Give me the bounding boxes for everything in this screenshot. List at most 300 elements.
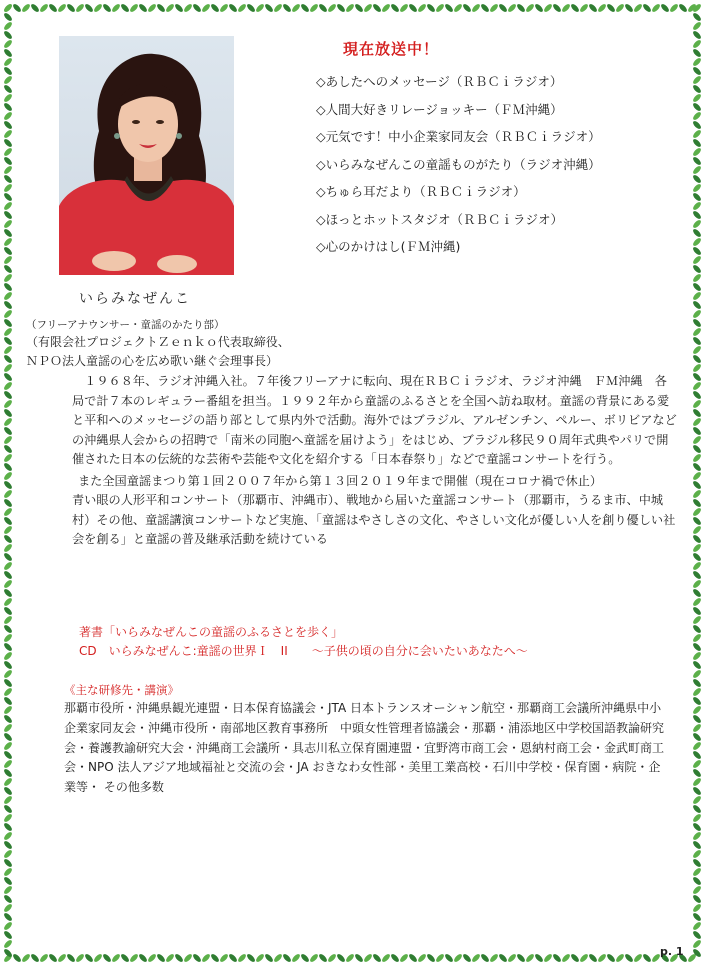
border-leaf	[692, 561, 702, 571]
border-leaf	[327, 953, 337, 963]
border-leaf	[21, 3, 31, 13]
border-leaf	[462, 953, 472, 963]
border-leaf	[327, 3, 337, 13]
border-leaf	[3, 489, 13, 499]
border-leaf	[3, 165, 13, 175]
border-leaf	[156, 3, 166, 13]
border-leaf	[692, 462, 702, 472]
border-leaf	[3, 813, 13, 823]
border-leaf	[3, 939, 13, 949]
border-leaf	[435, 3, 445, 13]
border-leaf	[692, 399, 702, 409]
border-leaf	[692, 813, 702, 823]
border-leaf	[489, 3, 499, 13]
border-leaf	[692, 408, 702, 418]
border-leaf	[3, 147, 13, 157]
border-leaf	[692, 327, 702, 337]
border-leaf	[692, 633, 702, 643]
border-leaf	[507, 3, 517, 13]
border-leaf	[3, 372, 13, 382]
border-leaf	[399, 953, 409, 963]
border-leaf	[543, 3, 553, 13]
border-leaf	[399, 3, 409, 13]
border-leaf	[692, 651, 702, 661]
border-leaf	[192, 3, 202, 13]
border-leaf	[3, 894, 13, 904]
border-leaf	[692, 741, 702, 751]
border-leaf	[237, 3, 247, 13]
border-leaf	[3, 192, 13, 202]
border-leaf	[264, 953, 274, 963]
border-leaf	[3, 705, 13, 715]
profile-photo	[59, 36, 234, 275]
border-leaf	[3, 255, 13, 265]
border-leaf	[3, 210, 13, 220]
border-leaf	[3, 273, 13, 283]
border-leaf	[692, 795, 702, 805]
border-leaf	[692, 831, 702, 841]
border-leaf	[138, 953, 148, 963]
border-leaf	[692, 885, 702, 895]
border-leaf	[633, 3, 643, 13]
border-leaf	[692, 876, 702, 886]
border-leaf	[498, 953, 508, 963]
border-leaf	[3, 831, 13, 841]
border-leaf	[3, 291, 13, 301]
border-leaf	[3, 786, 13, 796]
border-leaf	[692, 417, 702, 427]
border-leaf	[228, 953, 238, 963]
border-leaf	[597, 953, 607, 963]
company-line: ＮＰＯ法人童謡の心を広め歌い継ぐ会理事長）	[26, 354, 279, 368]
program-list	[316, 72, 601, 265]
border-leaf	[210, 3, 220, 13]
border-leaf	[692, 372, 702, 382]
border-leaf	[579, 3, 589, 13]
border-leaf	[692, 21, 702, 31]
border-leaf	[692, 588, 702, 598]
border-leaf	[692, 786, 702, 796]
border-leaf	[692, 453, 702, 463]
lectures-heading: 《主な研修先・講演》	[64, 683, 179, 697]
border-leaf	[3, 30, 13, 40]
border-leaf	[48, 953, 58, 963]
border-leaf	[3, 435, 13, 445]
border-leaf	[692, 147, 702, 157]
border-leaf	[692, 318, 702, 328]
border-leaf	[264, 3, 274, 13]
border-leaf	[692, 759, 702, 769]
border-leaf	[692, 30, 702, 40]
border-leaf	[692, 642, 702, 652]
border-leaf	[3, 480, 13, 490]
border-leaf	[3, 525, 13, 535]
program-item: ◇人間大好きリレージョッキー（ＦＭ沖縄）	[316, 101, 563, 117]
border-leaf	[300, 3, 310, 13]
border-leaf	[372, 953, 382, 963]
border-leaf	[624, 953, 634, 963]
border-leaf	[120, 953, 130, 963]
border-leaf	[692, 120, 702, 130]
border-leaf	[3, 246, 13, 256]
border-leaf	[692, 129, 702, 139]
border-leaf	[363, 3, 373, 13]
bio-paragraph: 青い眼の人形平和コンサート（那覇市、沖縄市）、戦地から届いた童謡コンサート（那覇市，うるま市、中城村）その他、童謡講演コンサートなど実施、「童謡はやさしさの文化、やさしい文化が優しい人を創り優しい社会を創る」と童謡の普及継承活動を続けている	[72, 493, 676, 546]
border-leaf	[692, 111, 702, 121]
border-leaf	[692, 624, 702, 634]
border-leaf	[3, 777, 13, 787]
border-leaf	[3, 642, 13, 652]
border-leaf	[3, 921, 13, 931]
border-leaf	[678, 3, 688, 13]
border-leaf	[3, 48, 13, 58]
border-leaf	[692, 336, 702, 346]
border-leaf	[417, 953, 427, 963]
border-leaf	[525, 3, 535, 13]
border-leaf	[435, 953, 445, 963]
border-leaf	[3, 345, 13, 355]
border-leaf	[3, 624, 13, 634]
bio-paragraph: また全国童謡まつり第１回２００７年から第１３回２０１９年まで開催（現在コロナ禍で休止）	[78, 473, 603, 488]
border-leaf	[692, 552, 702, 562]
border-leaf	[381, 953, 391, 963]
border-leaf	[692, 237, 702, 247]
border-leaf	[692, 435, 702, 445]
lectures-list: 那覇市役所・沖縄県観光連盟・日本保育協議会・JTA 日本トランスオーシャン航空・那覇商工会議所沖縄県中小企業家同友会・沖縄市役所・南部地区教育事務所 中頭女性管理者協議会・那覇・浦添地区中学校国語教論研究会・養護教諭研究大会・沖縄商工会議所・具志川私立保育園連盟・宜野湾市商工会・恩納村商工会・金武町商工会・NPO 法人アジア地域福祉と交流の会・JA おきなわ女性部・美里工業高校・石川中学校・保育園・病院・企業等・ その他多数	[64, 701, 665, 795]
border-leaf	[3, 426, 13, 436]
border-leaf	[692, 858, 702, 868]
border-leaf	[3, 66, 13, 76]
border-leaf	[3, 804, 13, 814]
border-leaf	[552, 953, 562, 963]
border-leaf	[3, 723, 13, 733]
bio-paragraph: １９６８年、ラジオ沖縄入社。７年後フリーアナに転向、現在ＲＢＣｉラジオ、ラジオ沖縄 ＦＭ沖縄 各局で計７本のレギュラー番組を担当。１９９２年から童謡のふるさとを全国へ訪ね取材。童謡の背景にある愛と平和へのメッセージの語り部として県内外で活動。海外ではブラジル、アルゼンチン、ペルー、ボリビアなどの沖縄県人会からの招聘で「南米の同胞へ童謡を届けよう」をはじめ、ブラジル移民９０周年式典やパリで開催された日本の伝統的な芸術や芸能や文化を紹介する「日本春祭り」などで童謡コンサートを行う。	[72, 374, 677, 466]
border-leaf	[3, 498, 13, 508]
border-leaf	[692, 489, 702, 499]
border-leaf	[3, 795, 13, 805]
border-leaf	[3, 363, 13, 373]
border-leaf	[692, 768, 702, 778]
border-leaf	[692, 219, 702, 229]
border-leaf	[692, 363, 702, 373]
border-leaf	[3, 75, 13, 85]
border-leaf	[3, 696, 13, 706]
border-leaf	[408, 3, 418, 13]
border-leaf	[3, 561, 13, 571]
border-leaf	[219, 953, 229, 963]
border-leaf	[3, 408, 13, 418]
border-leaf	[642, 3, 652, 13]
border-leaf	[692, 804, 702, 814]
border-leaf	[471, 3, 481, 13]
border-leaf	[692, 291, 702, 301]
border-leaf	[489, 953, 499, 963]
border-leaf	[692, 471, 702, 481]
border-leaf	[471, 953, 481, 963]
border-leaf	[692, 210, 702, 220]
border-leaf	[692, 174, 702, 184]
border-leaf	[147, 3, 157, 13]
profile-name: いらみなぜんこ	[79, 291, 191, 307]
border-leaf	[3, 885, 13, 895]
border-leaf	[3, 417, 13, 427]
border-leaf	[192, 953, 202, 963]
border-leaf	[692, 525, 702, 535]
border-leaf	[408, 953, 418, 963]
border-leaf	[174, 953, 184, 963]
border-leaf	[692, 390, 702, 400]
page-number: p. 1	[660, 945, 684, 958]
border-leaf	[3, 183, 13, 193]
border-leaf	[692, 570, 702, 580]
border-leaf	[692, 264, 702, 274]
border-leaf	[3, 336, 13, 346]
border-leaf	[3, 714, 13, 724]
border-leaf	[480, 3, 490, 13]
border-leaf	[692, 606, 702, 616]
border-leaf	[57, 3, 67, 13]
border-leaf	[3, 327, 13, 337]
border-leaf	[692, 228, 702, 238]
border-leaf	[354, 953, 364, 963]
border-leaf	[165, 953, 175, 963]
border-leaf	[111, 3, 121, 13]
border-leaf	[692, 156, 702, 166]
border-leaf	[3, 120, 13, 130]
border-leaf	[516, 953, 526, 963]
border-leaf	[444, 953, 454, 963]
border-leaf	[273, 953, 283, 963]
border-leaf	[692, 381, 702, 391]
border-leaf	[3, 687, 13, 697]
profile-subtitle: （フリーアナウンサー・童謡のかたり部）	[26, 319, 225, 331]
border-leaf	[3, 354, 13, 364]
border-leaf	[3, 867, 13, 877]
border-leaf	[692, 255, 702, 265]
border-leaf	[228, 3, 238, 13]
border-leaf	[210, 953, 220, 963]
company-line: （有限会社プロジェクトＺｅｎｋｏ代表取締役、	[26, 335, 290, 349]
book-title: 著書「いらみなぜんこの童謡のふるさとを歩く」	[79, 625, 344, 639]
border-leaf	[692, 615, 702, 625]
border-leaf	[3, 930, 13, 940]
border-leaf	[201, 953, 211, 963]
border-leaf	[692, 867, 702, 877]
border-leaf	[3, 822, 13, 832]
border-leaf	[692, 840, 702, 850]
border-leaf	[633, 953, 643, 963]
border-leaf	[692, 930, 702, 940]
border-leaf	[174, 3, 184, 13]
border-leaf	[3, 399, 13, 409]
border-leaf	[93, 3, 103, 13]
border-leaf	[561, 3, 571, 13]
border-leaf	[3, 264, 13, 274]
border-leaf	[255, 3, 265, 13]
border-leaf	[309, 3, 319, 13]
border-leaf	[102, 3, 112, 13]
border-leaf	[615, 953, 625, 963]
border-leaf	[3, 759, 13, 769]
border-leaf	[692, 282, 702, 292]
border-leaf	[3, 651, 13, 661]
border-leaf	[692, 444, 702, 454]
border-leaf	[3, 597, 13, 607]
border-leaf	[588, 3, 598, 13]
border-leaf	[3, 129, 13, 139]
border-leaf	[480, 953, 490, 963]
border-leaf	[3, 39, 13, 49]
border-leaf	[30, 3, 40, 13]
border-leaf	[642, 953, 652, 963]
border-leaf	[3, 201, 13, 211]
border-leaf	[21, 953, 31, 963]
border-leaf	[291, 953, 301, 963]
border-leaf	[102, 953, 112, 963]
border-leaf	[3, 219, 13, 229]
biography	[72, 372, 678, 550]
border-leaf	[3, 453, 13, 463]
border-leaf	[692, 777, 702, 787]
border-leaf	[453, 953, 463, 963]
border-leaf	[156, 953, 166, 963]
border-leaf	[3, 309, 13, 319]
border-leaf	[39, 3, 49, 13]
border-leaf	[282, 3, 292, 13]
border-leaf	[692, 534, 702, 544]
border-leaf	[183, 3, 193, 13]
border-leaf	[75, 953, 85, 963]
border-leaf	[624, 3, 634, 13]
border-leaf	[692, 39, 702, 49]
border-leaf	[318, 953, 328, 963]
border-leaf	[579, 953, 589, 963]
border-leaf	[692, 696, 702, 706]
border-leaf	[345, 3, 355, 13]
border-leaf	[3, 552, 13, 562]
border-leaf	[597, 3, 607, 13]
border-leaf	[692, 687, 702, 697]
border-leaf	[692, 93, 702, 103]
border-leaf	[183, 953, 193, 963]
border-leaf	[3, 84, 13, 94]
border-leaf	[3, 21, 13, 31]
border-leaf	[3, 174, 13, 184]
border-leaf	[570, 953, 580, 963]
border-leaf	[417, 3, 427, 13]
border-leaf	[309, 953, 319, 963]
border-leaf	[300, 953, 310, 963]
border-leaf	[3, 633, 13, 643]
border-leaf	[3, 750, 13, 760]
border-leaf	[3, 318, 13, 328]
border-leaf	[692, 921, 702, 931]
border-leaf	[291, 3, 301, 13]
border-leaf	[692, 579, 702, 589]
border-leaf	[3, 300, 13, 310]
border-leaf	[3, 678, 13, 688]
border-leaf	[692, 912, 702, 922]
company-info	[26, 333, 290, 371]
border-leaf	[354, 3, 364, 13]
border-leaf	[692, 84, 702, 94]
border-leaf	[3, 543, 13, 553]
border-leaf	[692, 345, 702, 355]
border-leaf	[3, 840, 13, 850]
border-leaf	[3, 732, 13, 742]
border-leaf	[3, 444, 13, 454]
border-leaf	[75, 3, 85, 13]
program-item: ◇ほっとホットスタジオ（ＲＢＣｉラジオ）	[316, 211, 563, 227]
border-leaf	[12, 953, 22, 963]
border-leaf	[606, 3, 616, 13]
border-leaf	[525, 953, 535, 963]
border-leaf	[692, 597, 702, 607]
border-leaf	[453, 3, 463, 13]
border-leaf	[534, 953, 544, 963]
border-leaf	[3, 3, 13, 13]
border-leaf	[692, 138, 702, 148]
program-item: ◇ちゅら耳だより（ＲＢＣｉラジオ）	[316, 184, 526, 199]
border-leaf	[692, 660, 702, 670]
border-leaf	[3, 660, 13, 670]
border-leaf	[615, 3, 625, 13]
border-leaf	[3, 471, 13, 481]
border-leaf	[3, 93, 13, 103]
border-leaf	[390, 953, 400, 963]
border-leaf	[390, 3, 400, 13]
border-leaf	[111, 953, 121, 963]
border-leaf	[444, 3, 454, 13]
border-leaf	[246, 953, 256, 963]
border-leaf	[3, 858, 13, 868]
border-leaf	[588, 953, 598, 963]
border-leaf	[255, 953, 265, 963]
border-leaf	[336, 3, 346, 13]
border-leaf	[3, 390, 13, 400]
border-leaf	[282, 953, 292, 963]
border-leaf	[120, 3, 130, 13]
border-leaf	[692, 750, 702, 760]
border-leaf	[498, 3, 508, 13]
border-leaf	[570, 3, 580, 13]
border-leaf	[692, 75, 702, 85]
border-leaf	[3, 534, 13, 544]
border-leaf	[660, 3, 670, 13]
border-leaf	[692, 12, 702, 22]
border-leaf	[3, 111, 13, 121]
border-leaf	[692, 543, 702, 553]
border-leaf	[3, 741, 13, 751]
border-leaf	[66, 3, 76, 13]
program-item: ◇いらみなぜんこの童謡ものがたり（ラジオ沖縄）	[316, 156, 601, 172]
border-leaf	[692, 273, 702, 283]
border-leaf	[3, 849, 13, 859]
border-leaf	[692, 903, 702, 913]
border-leaf	[84, 953, 94, 963]
border-leaf	[561, 953, 571, 963]
border-leaf	[336, 953, 346, 963]
border-leaf	[692, 516, 702, 526]
border-leaf	[318, 3, 328, 13]
border-leaf	[93, 953, 103, 963]
border-leaf	[692, 894, 702, 904]
border-leaf	[426, 3, 436, 13]
border-leaf	[692, 714, 702, 724]
border-leaf	[84, 3, 94, 13]
border-leaf	[692, 192, 702, 202]
border-leaf	[3, 768, 13, 778]
